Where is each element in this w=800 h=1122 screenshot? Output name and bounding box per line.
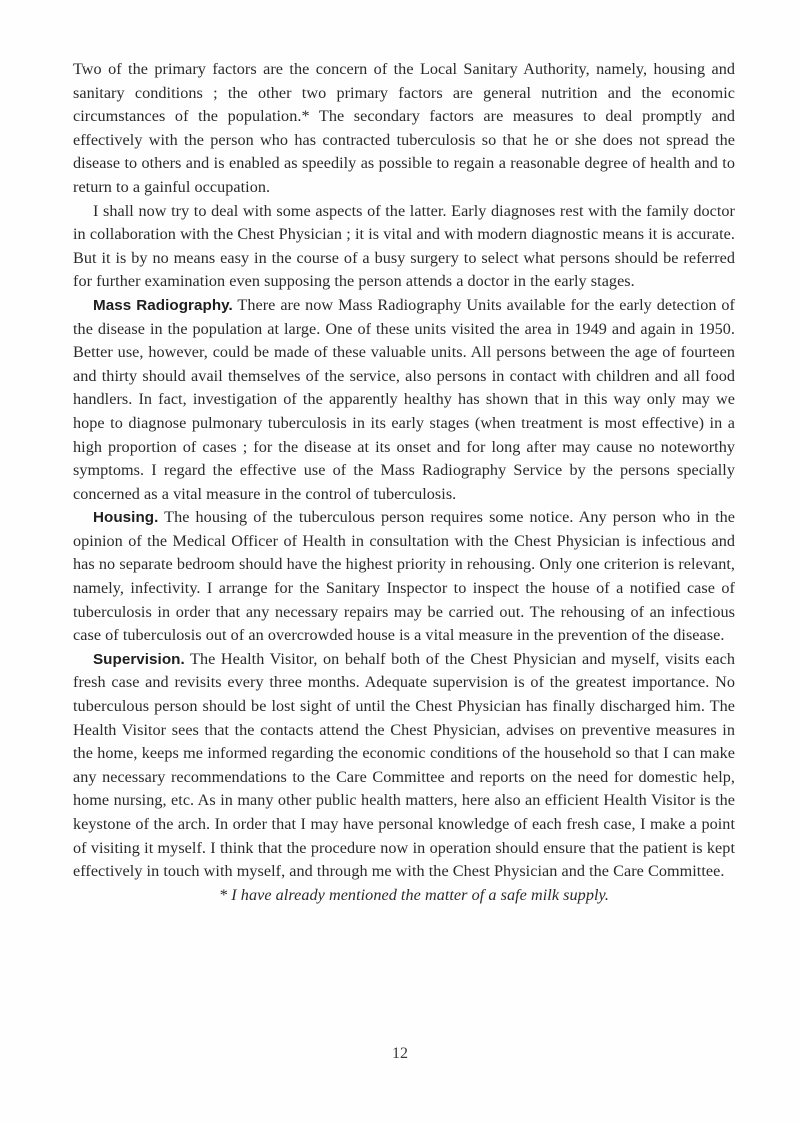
paragraph-text: The Health Visitor, on behalf both of the Chest Physician and myself, visits each fresh case and revisits every three months. Adequate supervision is of the greatest importance. No tuberculous person should be lost sight of until the Chest Physician has finally discharged him. The Health Visitor sees that the contacts attend the Chest Physician, advises on preventive measures in the home, keeps me informed regarding the economic conditions of the household so that I can make any necessary recommendations to the Care Committee and reports on the need for domestic help, home nursing, etc. As in many other public health matters, here also an efficient Health Visitor is the keystone of the arch. In order that I may have personal knowledge of each fresh case, I make a point of visiting it myself. I think that the procedure now in operation should ensure that the patient is kept effectively in touch with myself, and through me with the Chest Physician and the Care Committee.	[73, 649, 735, 881]
paragraph-text: There are now Mass Radiography Units available for the early detection of the disease in the population at large. One of these units visited the area in 1949 and again in 1950. Better use, however, could be made of these valuable units. All persons between the age of fourteen and thirty should avail themselves of the service, also persons in contact with children and all food handlers. In fact, investigation of the apparently healthy has shown that in this way only may we hope to diagnose pulmonary tuberculosis in its early stages (when treatment is most effective) in a high proportion of cases ; for the disease at its onset and for long after may cause no noteworthy symptoms. I regard the effective use of the Mass Radiography Service by the persons specially concerned as a vital measure in the control of tuberculosis.	[73, 295, 735, 503]
section-heading-supervision: Supervision.	[93, 650, 185, 668]
paragraph-text: Two of the primary factors are the concern of the Local Sanitary Authority, namely, housing and sanitary conditions ; the other two primary factors are general nutrition and the economic circumstances of the population.* The secondary factors are measures to deal promptly and effectively with the person who has contracted tuberculosis so that he or she does not spread the disease to others and is enabled as speedily as possible to regain a reasonable degree of health and to return to a gainful occupation.	[73, 60, 735, 196]
body-text	[73, 58, 735, 907]
section-heading-housing: Housing.	[93, 509, 159, 527]
paragraph-housing	[73, 506, 735, 648]
paragraph-supervision	[73, 648, 735, 884]
section-heading-mass-radiography: Mass Radiography.	[93, 296, 233, 314]
paragraph-text: The housing of the tuberculous person requires some notice. Any person who in the opinion of the Medical Officer of Health in consultation with the Chest Physician is infectious and has no separate bedroom should have the highest priority in rehousing. Only one criterion is relevant, namely, infectivity. I arrange for the Sanitary Inspector to inspect the house of a notified case of tuberculosis in order that any necessary repairs may be carried out. The rehousing of an infectious case of tuberculosis out of an overcrowded house is a vital measure in the prevention of the disease.	[73, 508, 735, 645]
paragraph-mass-radiography	[73, 294, 735, 506]
page-number: 12	[392, 1045, 408, 1062]
footnote: * I have already mentioned the matter of a safe milk supply.	[219, 885, 609, 904]
paragraph-primary-factors	[73, 58, 735, 200]
paragraph-text: I shall now try to deal with some aspects of the latter. Early diagnoses rest with the family doctor in collaboration with the Chest Physician ; it is vital and with modern diagnostic means it is accurate. But it is by no means easy in the course of a busy surgery to select what persons should be referred for further examination even supposing the person attends a doctor in the early stages.	[73, 201, 735, 291]
paragraph-early-diagnosis	[73, 200, 735, 294]
